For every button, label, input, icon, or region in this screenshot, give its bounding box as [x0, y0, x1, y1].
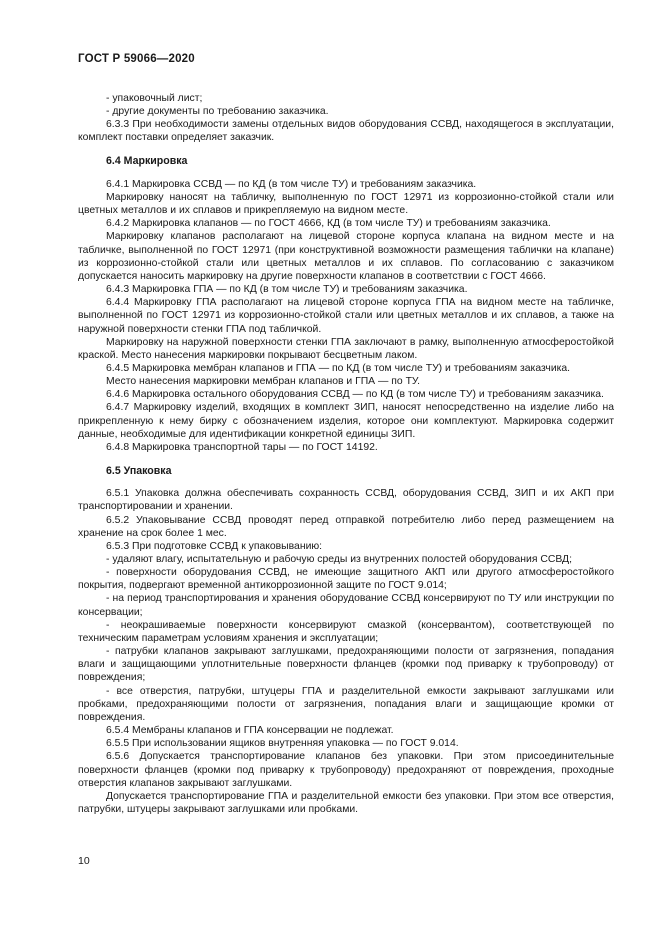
paragraph: Допускается транспортирование ГПА и разделительной емкости без упаковки. При этом все отверстия, патрубки, штуцеры закрывают заглушками или пробками. [78, 790, 614, 815]
paragraph: 6.3.3 При необходимости замены отдельных видов оборудования ССВД, находящегося в эксплуатации, комплект поставки определяет заказчик. [78, 119, 614, 144]
paragraph: 6.5.1 Упаковка должна обеспечивать сохранность ССВД, оборудования ССВД, ЗИП и их АКП при транспортировании и хранении. [78, 488, 614, 513]
paragraph: 6.4.4 Маркировку ГПА располагают на лицевой стороне корпуса ГПА на видном месте на табличке, выполненной по ГОСТ 12971 из коррозионно-стойкой стали или цветных металлов и их сплавов, а также на наружной поверхности стенки ГПА под табличкой. [78, 297, 614, 335]
list-item: - неокрашиваемые поверхности консервируют смазкой (консервантом), соответствующей по техническим параметрам условиям хранения и эксплуатации; [78, 619, 614, 644]
paragraph: 6.4.7 Маркировку изделий, входящих в комплект ЗИП, наносят непосредственно на изделие либо на прикрепленную к нему бирку с обозначением изделия, которое они комплектуют. Маркировка содержит данные, необходимые для идентификации конкретной единицы ЗИП. [78, 402, 614, 440]
paragraph: 6.5.5 При использовании ящиков внутренняя упаковка — по ГОСТ 9.014. [106, 738, 459, 750]
list-item: - поверхности оборудования ССВД, не имеющие защитного АКП или другого атмосферостойкого покрытия, подвергают временной антикоррозионной защите по ГОСТ 9.014; [78, 567, 614, 592]
paragraph: 6.5.3 При подготовке ССВД к упаковыванию: [106, 540, 323, 552]
paragraph: 6.4.2 Маркировка клапанов — по ГОСТ 4666, КД (в том числе ТУ) и требованиям заказчика. [106, 218, 551, 230]
list-item: - все отверстия, патрубки, штуцеры ГПА и разделительной емкости закрывают заглушками или пробками, предохраняющими полости от загрязнения, попадания влаги и защищающие кромки от повреждения. [78, 685, 614, 723]
list-item: - удаляют влагу, испытательную и рабочую среды из внутренних полостей оборудования ССВД; [106, 554, 572, 565]
paragraph: Место нанесения маркировки мембран клапанов и ГПА — по ТУ. [106, 376, 421, 388]
paragraph: 6.5.4 Мембраны клапанов и ГПА консервации не подлежат. [106, 725, 394, 737]
paragraph: 6.5.2 Упаковывание ССВД проводят перед отправкой потребителю либо перед размещением на хранение на срок более 1 мес. [78, 514, 614, 539]
section-heading-packing: 6.5 Упаковка [106, 465, 172, 478]
page-body [78, 92, 614, 816]
paragraph: Маркировку на наружной поверхности стенки ГПА заключают в рамку, выполненную атмосферостойкой краской. Место нанесения маркировки покрывают бесцветным лаком. [78, 336, 614, 361]
paragraph: 6.4.5 Маркировка мембран клапанов и ГПА — по КД (в том числе ТУ) и требованиям заказчика. [106, 362, 571, 374]
list-item: - упаковочный лист; [106, 93, 203, 104]
paragraph: 6.4.6 Маркировка остального оборудования ССВД — по КД (в том числе ТУ) и требованиям заказчика. [106, 389, 604, 401]
paragraph: 6.4.1 Маркировка ССВД — по КД (в том числе ТУ) и требованиям заказчика. [106, 178, 477, 190]
section-heading-marking: 6.4 Маркировка [106, 154, 188, 167]
paragraph: 6.4.8 Маркировка транспортной тары — по ГОСТ 14192. [106, 441, 378, 453]
list-item: - на период транспортирования и хранения оборудование ССВД консервируют по ТУ или инструкции по консервации; [78, 593, 614, 618]
page-number: 10 [78, 855, 90, 867]
list-item: - другие документы по требованию заказчика. [106, 106, 329, 118]
document-code: ГОСТ Р 59066—2020 [78, 53, 195, 65]
list-item: - патрубки клапанов закрывают заглушками, предохраняющими полости от загрязнения, попадания влаги и защищающими уплотнительные поверхности фланцев (кромки под приварку к трубопроводу) от повреждения; [78, 646, 614, 684]
paragraph: Маркировку наносят на табличку, выполненную по ГОСТ 12971 из коррозионно-стойкой стали или цветных металлов и их сплавов и прикрепляемую на видном месте. [78, 191, 614, 217]
paragraph: Маркировку клапанов располагают на лицевой стороне корпуса клапана на видном месте и на табличке, выполненной по ГОСТ 12971 (при конструктивной возможности размещения таблички на клапане) из коррозионно-стойкой стали или цветных металлов и их сплавов. По согласованию с заказчиком допускается наносить маркировку на другие поверхности клапанов в соответствии с ГОСТ 4666. [78, 231, 614, 282]
paragraph: 6.5.6 Допускается транспортирование клапанов без упаковки. При этом присоединительные поверхности фланцев (кромки под приварку к трубопроводу) предохраняют от повреждения, проходные отверстия клапанов закрывают заглушками. [78, 751, 614, 789]
paragraph: 6.4.3 Маркировка ГПА — по КД (в том числе ТУ) и требованиям заказчика. [106, 284, 468, 296]
